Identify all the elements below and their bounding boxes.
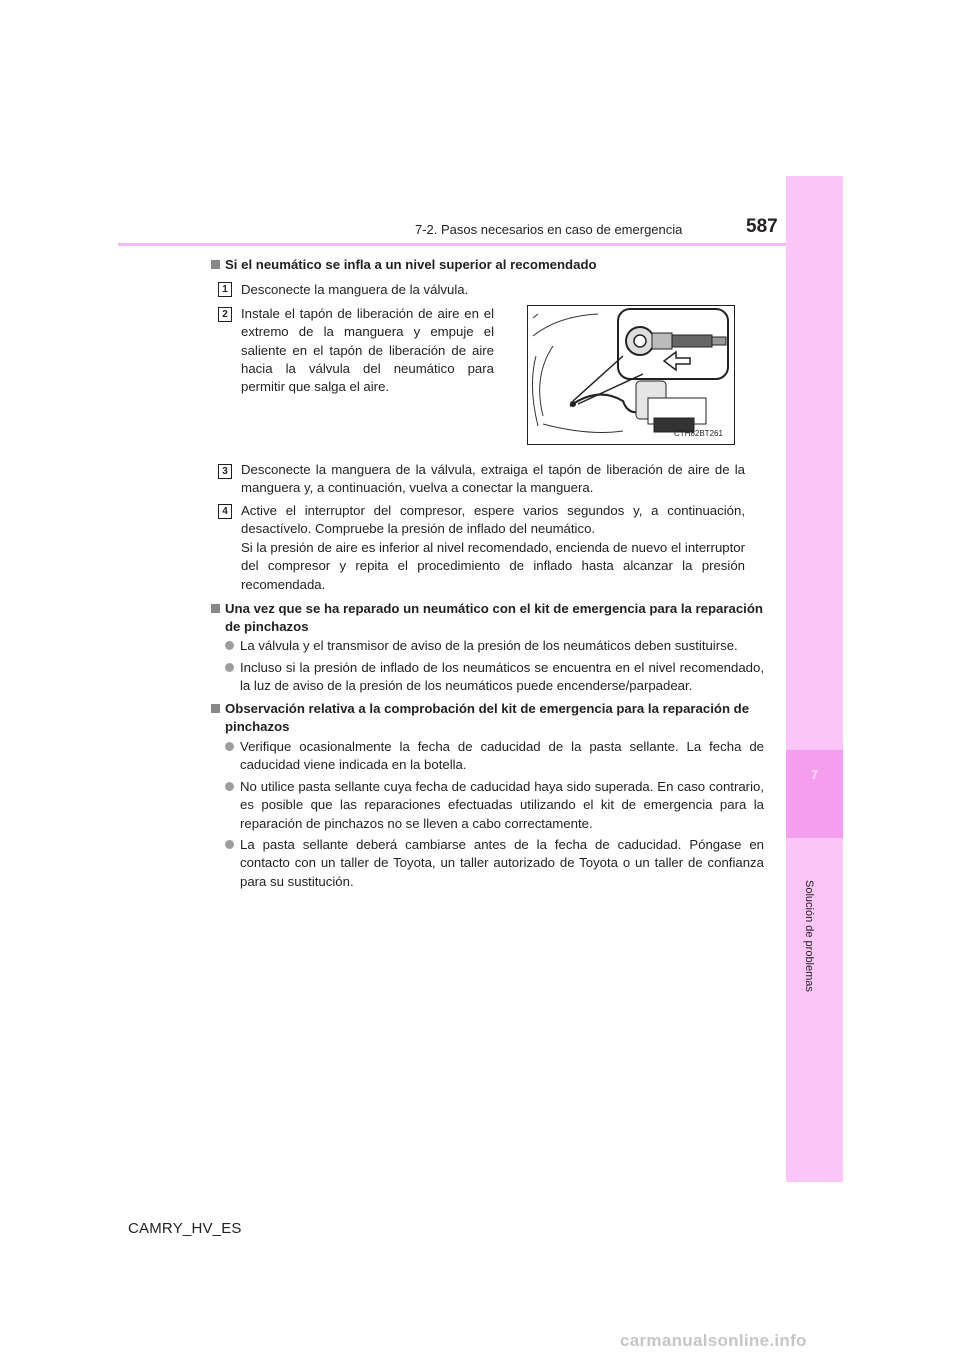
tire-compressor-illustration xyxy=(528,306,734,444)
model-code: CAMRY_HV_ES xyxy=(128,1220,242,1237)
square-bullet-icon xyxy=(211,704,220,713)
square-bullet-icon xyxy=(211,260,220,269)
figure-code: CTH82BT261 xyxy=(674,429,723,438)
watermark: carmanualsonline.info xyxy=(620,1331,807,1350)
section-heading: Observación relativa a la comprobación del kit de emergencia para la reparación de pinchazos xyxy=(211,700,765,737)
bullet-item: La pasta sellante deberá cambiarse antes de la fecha de caducidad. Póngase en contacto con un taller de Toyota, un taller autorizado de Toyota o un taller de confianza para su sustitución. xyxy=(225,836,764,891)
square-bullet-icon xyxy=(211,604,220,613)
figure-tire-valve-illustration xyxy=(527,305,735,445)
chapter-number: 7 xyxy=(811,768,818,782)
round-bullet-icon xyxy=(225,641,234,650)
step-text: Active el interruptor del compresor, espere varios segundos y, a continuación, desactívelo. Compruebe la presión de inflado del neumático. xyxy=(241,503,745,537)
bullet-item: Incluso si la presión de inflado de los neumáticos se encuentra en el nivel recomendado, la luz de aviso de la presión de los neumáticos puede encenderse/parpadear. xyxy=(225,659,764,696)
step-text: Desconecte la manguera de la válvula, extraiga el tapón de liberación de aire de la manguera y, a continuación, vuelva a conectar la manguera. xyxy=(241,462,745,496)
step-number: 2 xyxy=(218,307,232,322)
bullet-item: Verifique ocasionalmente la fecha de caducidad de la pasta sellante. La fecha de caducidad viene indicada en la botella. xyxy=(225,738,764,775)
bullet-item: La válvula y el transmisor de aviso de la presión de los neumáticos deben sustituirse. xyxy=(225,637,764,655)
chapter-label: Solución de problemas xyxy=(803,880,815,992)
chapter-number-tab xyxy=(786,750,843,838)
step-number: 4 xyxy=(218,504,232,519)
round-bullet-icon xyxy=(225,742,234,751)
section-heading: Una vez que se ha reparado un neumático con el kit de emergencia para la reparación de pinchazos xyxy=(211,600,765,637)
section-title: 7-2. Pasos necesarios en caso de emergencia xyxy=(415,222,683,237)
step-number: 1 xyxy=(218,282,232,297)
section-heading: Si el neumático se infla a un nivel superior al recomendado xyxy=(211,256,751,274)
step-text: Instale el tapón de liberación de aire en el extremo de la manguera y empuje el saliente en el tapón de liberación de aire hacia la válvula del neumático para permitir que salga el aire. xyxy=(241,306,494,395)
step-number: 3 xyxy=(218,464,232,479)
chapter-side-tab xyxy=(786,176,843,1182)
round-bullet-icon xyxy=(225,782,234,791)
bullet-item: No utilice pasta sellante cuya fecha de caducidad haya sido superada. En caso contrario, es posible que las reparaciones efectuadas utilizando el kit de emergencia para la reparación de pinchazos no se lleven a cabo correctamente. xyxy=(225,778,764,833)
step-text: Desconecte la manguera de la válvula. xyxy=(241,282,469,297)
round-bullet-icon xyxy=(225,840,234,849)
header-rule xyxy=(118,243,786,246)
round-bullet-icon xyxy=(225,663,234,672)
step-text-continued: Si la presión de aire es inferior al nivel recomendado, encienda de nuevo el interruptor del compresor y repita el procedimiento de inflado hasta alcanzar la presión recomendada. xyxy=(241,540,745,592)
page-number: 587 xyxy=(746,216,778,237)
